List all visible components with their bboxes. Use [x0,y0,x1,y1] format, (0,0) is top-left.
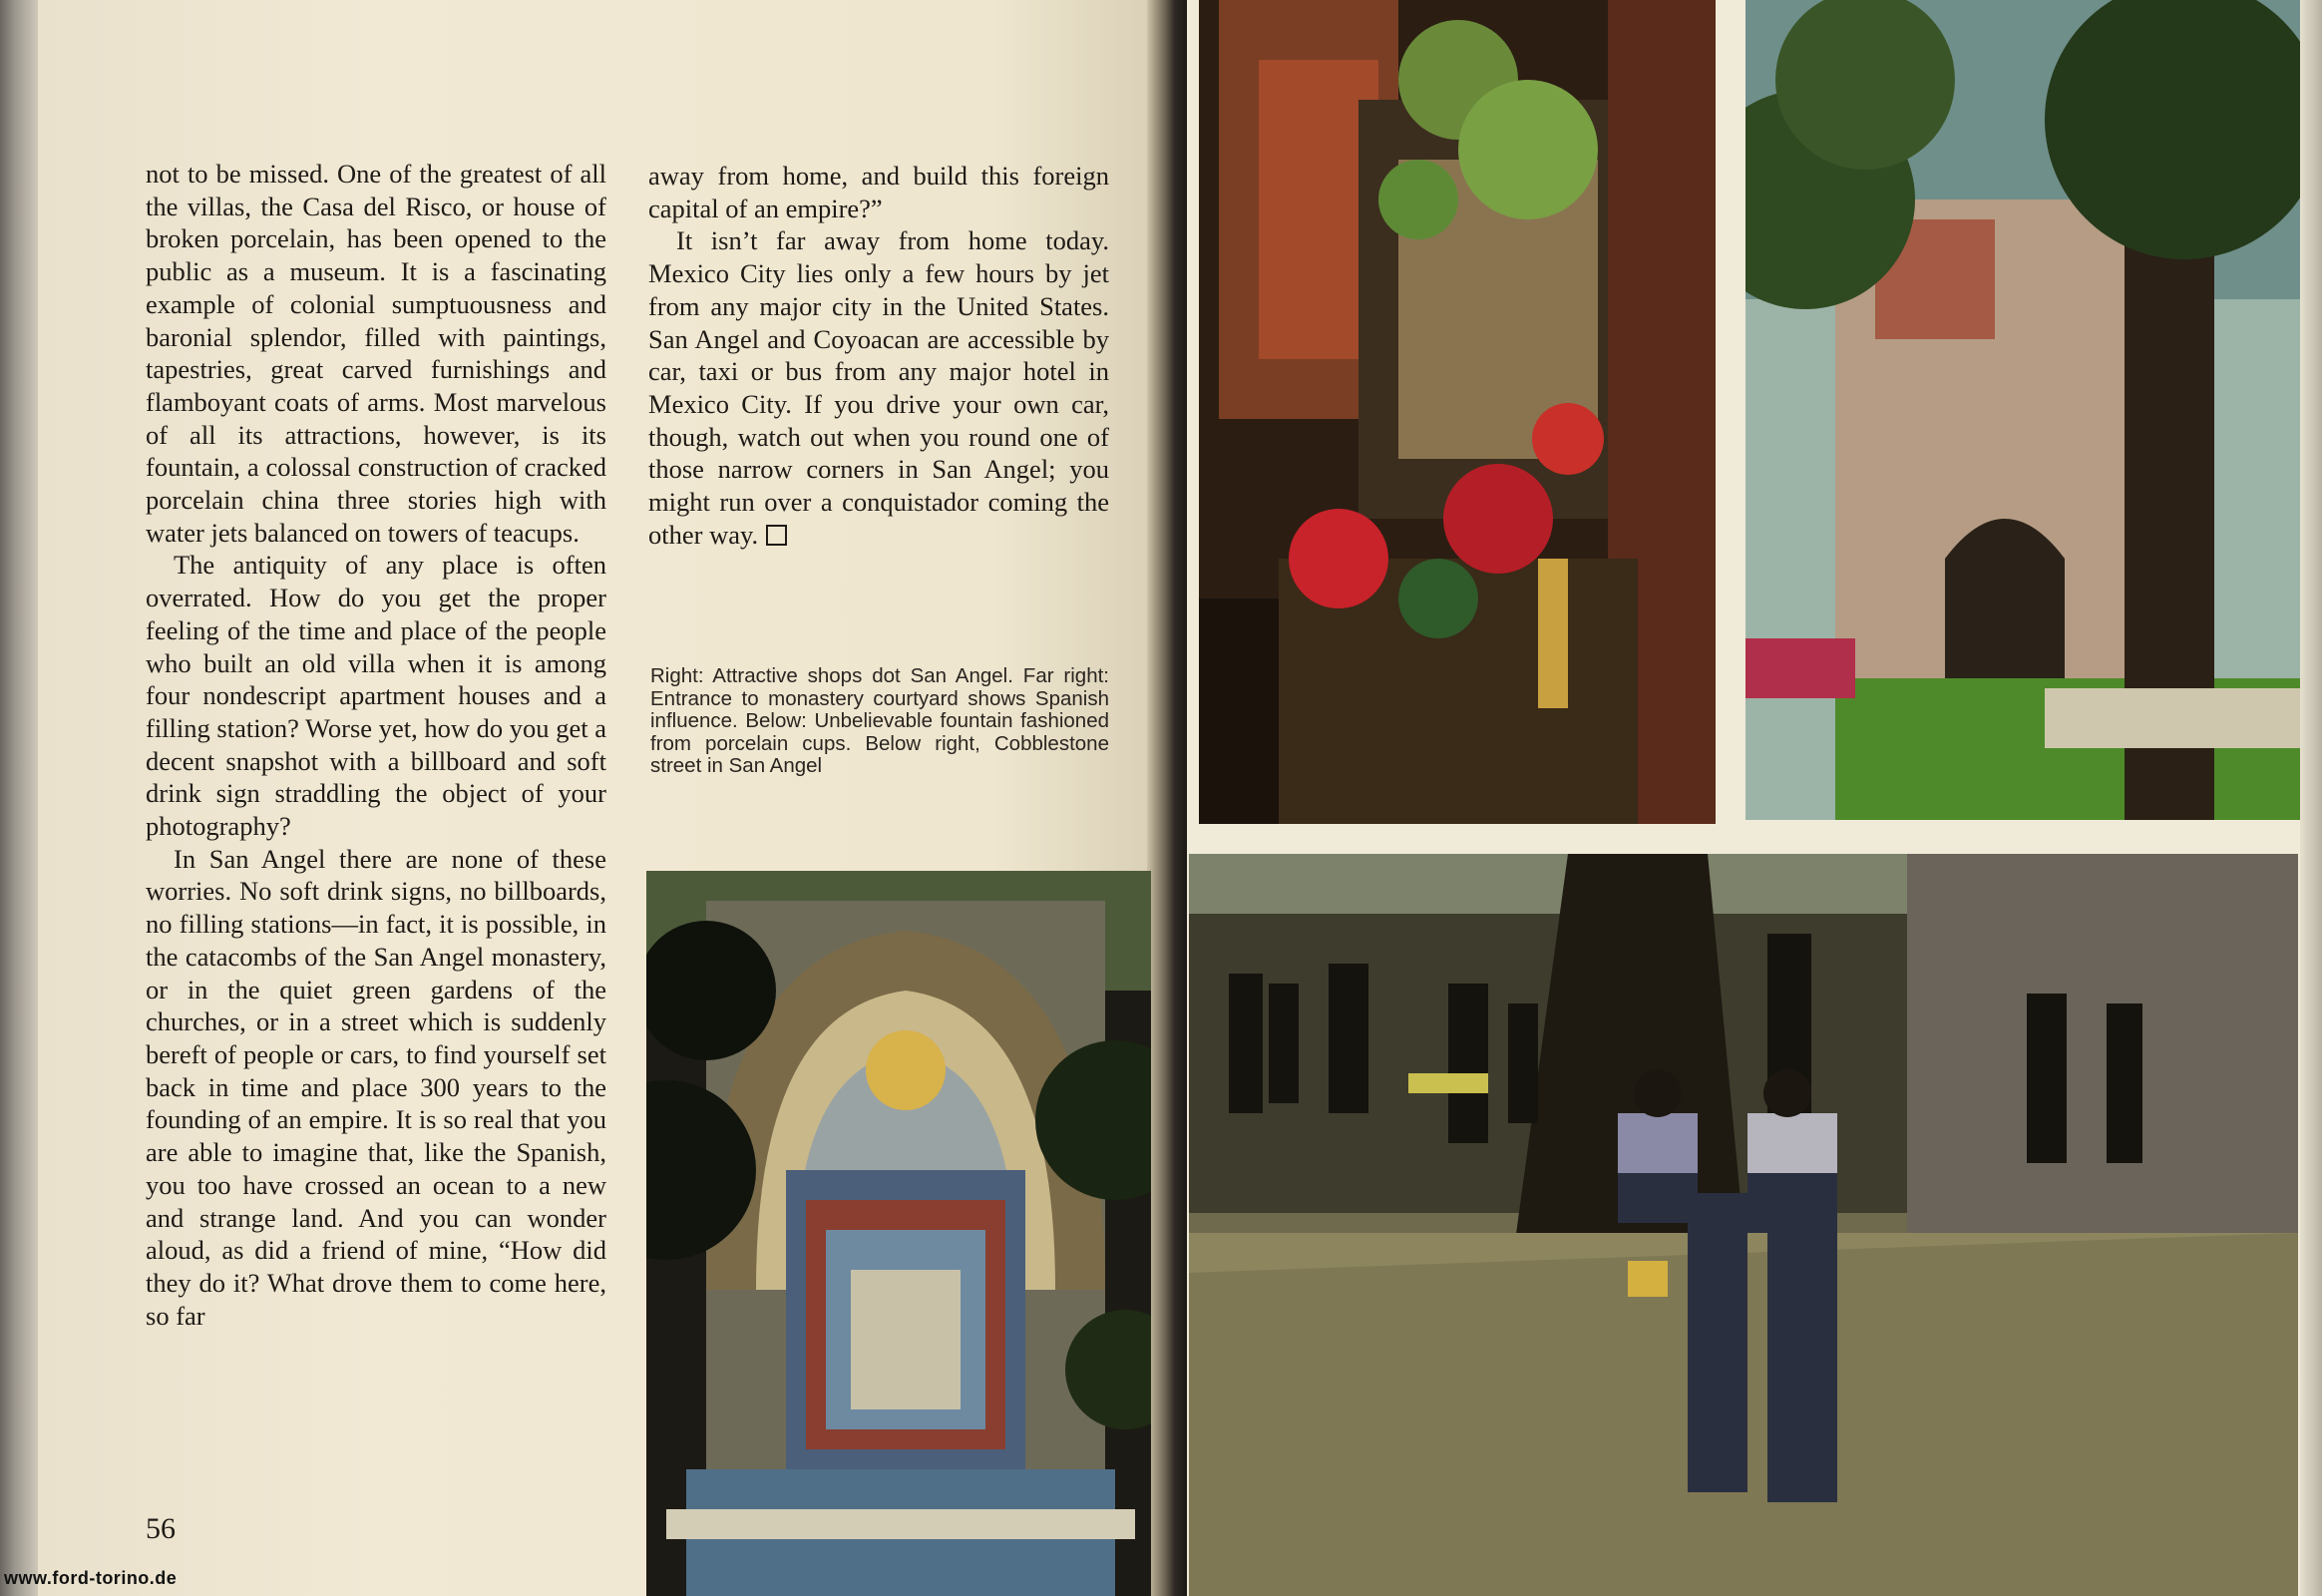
shop-photo [1199,0,1716,824]
end-mark-icon [766,525,787,546]
scan-edge [0,0,38,1596]
right-page-edge [2300,0,2322,1596]
monastery-photo [1745,0,2300,820]
watermark: www.ford-torino.de [4,1568,178,1588]
text-column-left [146,158,606,1332]
page-number: 56 [146,1512,176,1545]
paragraph-antiquity: The antiquity of any place is often overrated. How do you get the proper feeling of the time and place of the people who built an old villa when it is among four nondescript apartment houses and a filling station? Worse yet, how do you get a decent snapshot with a billboard and soft drink sign straddling the object of your photography? [146,550,606,842]
paragraph-travel [648,224,1109,551]
book-gutter [1147,0,1187,1596]
paragraph-travel-text: It isn’t far away from home today. Mexico City lies only a few hours by jet from any major city in the United States. San Angel and Coyoacan are accessible by car, taxi or bus from any major hotel in Mexico City. If you drive your own car, though, watch out when you round one of those narrow corners in San Angel; you might run over a conquistador coming the other way. [648,225,1109,550]
paragraph-san-angel: In San Angel there are none of these worries. No soft drink signs, no billboards, no filling stations—in fact, it is possible, in the catacombs of the San Angel monastery, or in the quiet green gardens of the churches, or in a street which is suddenly bereft of people or cars, to find yourself set back in time and place 300 years to the founding of an empire. It is so real that you are able to imagine that, like the Spanish, you too have crossed an ocean to a new and strange land. And you can wonder aloud, as did a friend of mine, “How did they do it? What drove them to come here, so far [146,843,606,1331]
street-photo [1189,854,2298,1596]
fountain-photo [646,871,1151,1596]
text-column-right [648,160,1109,551]
paragraph-empire-quote: away from home, and build this foreign capital of an empire?” [648,161,1109,223]
paragraph-casa-del-risco: not to be missed. One of the greatest of all the villas, the Casa del Risco, or house of broken porcelain, has been opened to the public as a museum. It is a fascinating example of colonial sumptuousness and baronial splendor, filled with paintings, tapestries, great carved furnishings and flamboyant coats of arms. Most marvelous of all its attractions, however, is its fountain, a colossal construction of cracked porcelain china three stories high with water jets balanced on towers of teacups. [146,159,606,548]
photo-caption: Right: Attractive shops dot San Angel. Far right: Entrance to monastery courtyard shows Spanish influence. Below: Unbelievable fountain fashioned from porcelain cups. Below right, Cobblestone street in San Angel [650,664,1109,778]
